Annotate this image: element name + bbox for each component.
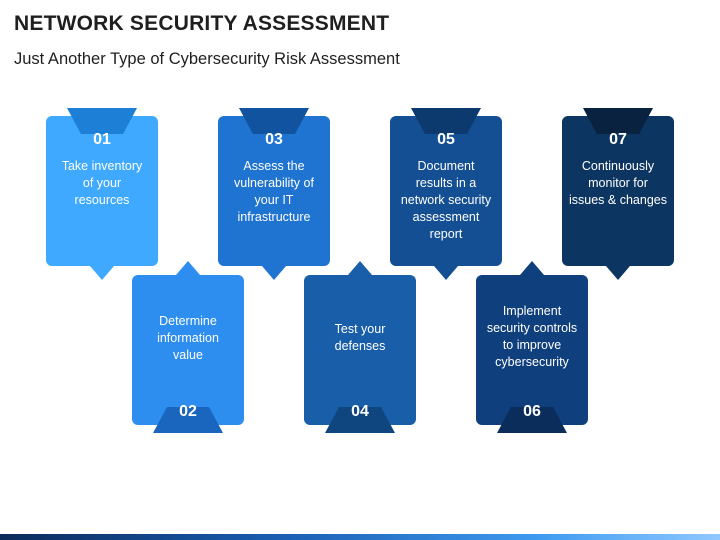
step-pointer-06 <box>520 261 544 275</box>
page-title: NETWORK SECURITY ASSESSMENT <box>14 12 390 35</box>
step-pointer-05 <box>434 266 458 280</box>
step-number-03: 03 <box>265 131 283 148</box>
step-number-04: 04 <box>351 403 369 420</box>
step-number-01: 01 <box>93 131 111 148</box>
step-pointer-07 <box>606 266 630 280</box>
step-text-06: Implement security controls to improve cybersecurity <box>486 304 578 369</box>
step-text-07: Continuously monitor for issues & changes <box>569 159 667 207</box>
step-card-02 <box>132 275 244 425</box>
step-pointer-03 <box>262 266 286 280</box>
step-number-02: 02 <box>179 403 197 420</box>
step-number-07: 07 <box>609 131 627 148</box>
step-card-05 <box>390 116 502 266</box>
footer-accent-bar <box>0 534 720 540</box>
step-pointer-04 <box>348 261 372 275</box>
step-text-05: Document results in a network security assessment report <box>400 159 492 241</box>
step-pointer-02 <box>176 261 200 275</box>
step-text-01: Take inventory of your resources <box>61 159 143 207</box>
step-card-07 <box>562 116 674 266</box>
step-text-03: Assess the vulnerability of your IT infrastructure <box>234 159 314 224</box>
step-number-06: 06 <box>523 403 541 420</box>
step-card-06 <box>476 275 588 425</box>
step-card-03 <box>218 116 330 266</box>
step-card-04 <box>304 275 416 425</box>
step-number-05: 05 <box>437 131 455 148</box>
step-pointer-01 <box>90 266 114 280</box>
step-text-02: Determine information value <box>157 314 219 362</box>
page-subtitle: Just Another Type of Cybersecurity Risk Assessment <box>14 50 400 68</box>
step-card-01 <box>46 116 158 266</box>
step-text-04: Test your defenses <box>334 322 386 353</box>
